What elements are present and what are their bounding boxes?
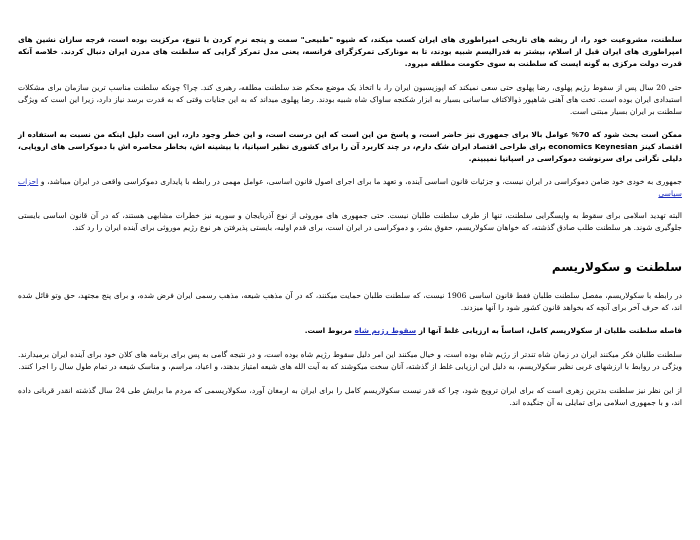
fall-of-shah-link[interactable]: سقوط رژیم شاه [354, 326, 417, 335]
paragraph-7-text-a: فاصله سلطنت طلبان از سکولاریسم کامل، اساساً به ارزیابی غلط آنها از [418, 326, 682, 335]
paragraph-7-text-b: مربوط است. [304, 326, 352, 335]
paragraph-4 [18, 176, 682, 200]
paragraph-4-text: جمهوری به خودی خود ضامن دموکراسی در ایران نیست، و جزئیات قانون اساسی آینده، و تعهد ما برای اجرای اصول قانون اساسی، عوامل مهمی در رابطه با پایداری دموکراسی واقعی در ایران میباشد، و [40, 177, 682, 186]
paragraph-8: سلطنت طلبان فکر میکنند ایران در زمان شاه تندتر از رژیم شاه بوده است، و خیال میکنند این امر دلیل سقوط رژیم شاه بوده است، و در نتیجه گامی به پس برای برنامه های کلان خود برای آینده ایران برمیدارند. ویژگی در روابط با ارزشهای غربی نظیر سکولاریسم، به دلیل این ارزیابی غلط از گذشته، آنان سخت میکوشند که به آیت الله های شیعه امتیاز بدهند، و اعیاد، مراسم، و مناسک شیعه در تمام طول سال را اجرا کنند. [18, 350, 682, 371]
paragraph-5: البته تهدید اسلامی برای سقوط به واپسگرایی سلطنت، تنها از طرف سلطنت طلبان نیست. حتی جمهوری های موروثی از نوع آذربایجان و سوریه نیز خطرات مشابهی هستند، که در آن قانون اساسی بایستی جلوگیری شوند. هر سلطنت طلب صادق گذشته، که خواهان سکولاریسم، حقوق بشر، و دموکراسی در ایران است، برای قدم اولیه، بایستی پذیرفتن هر نوع رژیم موروثی برای آینده ایران را رد کند. [18, 211, 682, 232]
section-heading: سلطنت و سکولاریسم [551, 260, 682, 274]
paragraph-9: از این نظر نیز سلطنت بدترین زهری است که برای ایران ترویج شود، چرا که قدر نیست سکولاریسم کامل را برای ایران به ارمغان آورد، سکولاریسمی که مردم ما برایش طی 24 سال گذشته انقدر قربانی داده اند، و با جمهوری اسلامی برای تمایلی به آن جنگیده اند. [18, 386, 682, 407]
paragraph-2: حتی 20 سال پس از سقوط رژیم پهلوی، رضا پهلوی حتی سعی نمیکند که اپوزیسیون ایران را، با اتخاذ یک موضع محکم ضد سلطنت مطلقه، رهبری کند. چرا؟ چونکه سلطنت مناسب ترین سازمان برای مشکلات استبدادی ایران بوده است. تخت های آهنی شاهپور ذوالاکتاف ساسانی بسیار به ابزار شکنجه ساواک شاه شبیه بودند. رضا پهلوی میداند که به این جنایات وقتی که به قدرت برسد نیاز دارد، زیرا این است که ویژگی سلطنت بر ایران بسیار مبتنی است. [18, 83, 682, 116]
paragraph-7 [18, 325, 682, 337]
paragraph-1: سلطنت، مشروعیت خود را، از ریشه های تاریخی امپراطوری های ایران کسب میکند، که شیوه "طبیعی" سمت و پنجه نرم کردن با تنوع، مرکزیت بوده است، فرجه سازان نشین های امپراطوری های ایران قبل از اسلام، بیشتر به فدرالیسم شبیه بودند، تا به مونارکی تمرکزگرای فرانسه، یعنی مدل تمرکز گرایی که سلطنت های مدرن ایران دنبال کردند. خلاصه آنکه قدرت دولت مرکزی به گونه ایست که سلطنت به سوی حکومت مطلقه میرود. [18, 35, 682, 68]
paragraph-3: ممکن است بحث شود که 70% عوامل بالا برای جمهوری نیز حاضر است، و پاسخ من این است که این درست است، و این خطر وجود دارد، این است دلیل اینکه من نسبت به استفاده از اقتصاد کینز economics Keynesian برای طراحی اقتصاد ایران شک دارم، در چند کاربرد آن را برای کشوری نظیر اسپانیا، با بیشینه اش، بخاطر محاصره اش با دموکراسی های اروپایی، دلیلی نگرانی برای سرنوشت دموکراسی در اسپانیا نمیبینم. [18, 130, 682, 163]
paragraph-6: در رابطه با سکولاریسم، مفصل سلطنت طلبان فقط قانون اساسی 1906 نیست، که سلطنت طلبان حمایت میکنند، که در آن مذهب شیعه، مذهب رسمی ایران فرض شده، و برای پنج مجتهد، حق وتو قائل شده اند، که حرف آخر برای آنچه که بخواهد قانون کشور شود را آنها میزدند. [18, 291, 682, 312]
political-parties-link[interactable]: احزاب سیاسی [18, 177, 682, 198]
